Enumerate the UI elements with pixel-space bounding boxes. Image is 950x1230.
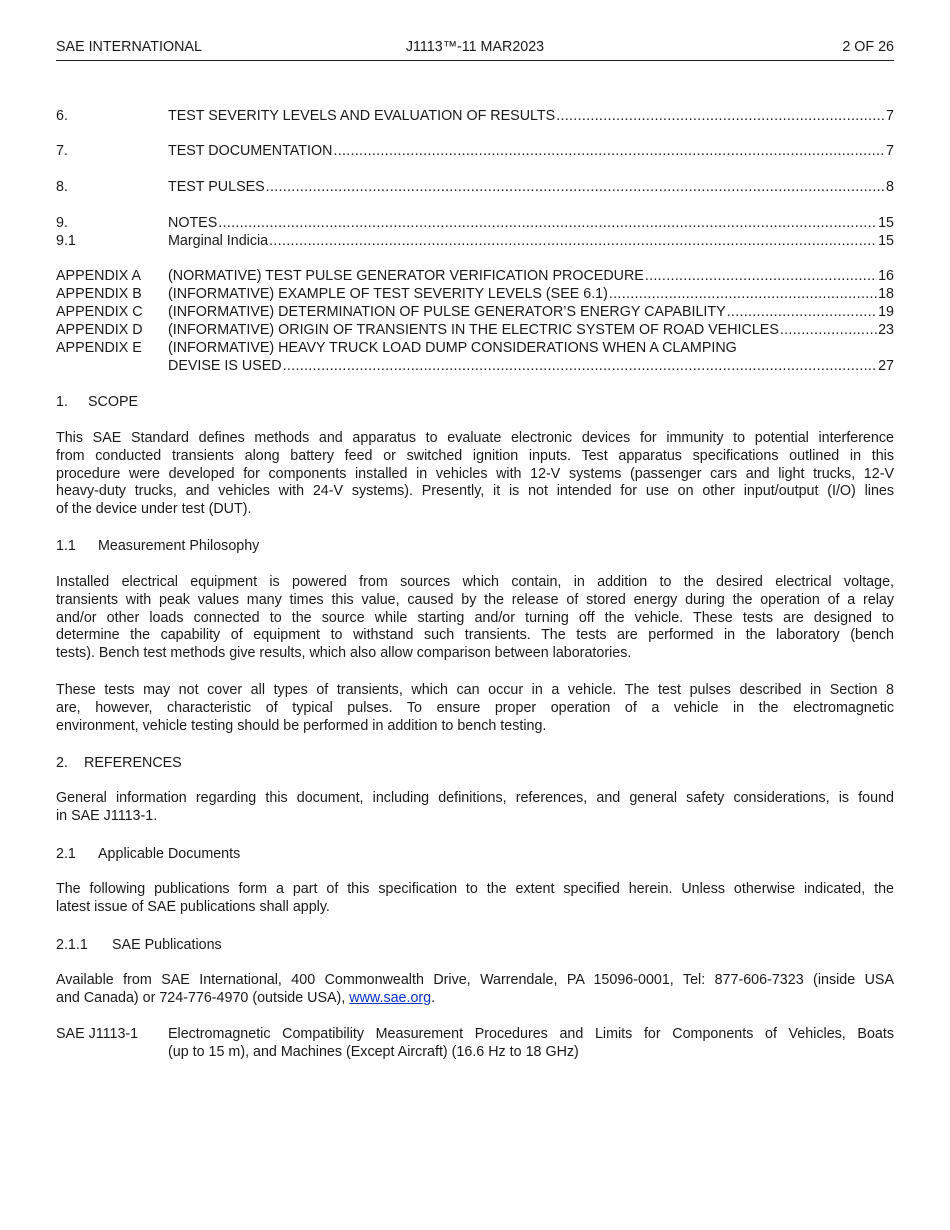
toc-page: 15 <box>878 215 894 231</box>
toc-leader <box>266 178 885 196</box>
text-line: are, however, characteristic of typical pulses. To ensure proper operation of a vehicle in the electromagnetic <box>56 699 894 716</box>
header-page-number: 2 OF 26 <box>842 39 894 55</box>
section-number: 1. <box>56 394 68 410</box>
text-line: in SAE J1113-1. <box>56 807 158 824</box>
page-header <box>56 38 894 61</box>
toc-title: (NORMATIVE) TEST PULSE GENERATOR VERIFICATION PROCEDURE <box>168 268 644 284</box>
toc-entry-appendix-c[interactable] <box>56 303 894 321</box>
toc-page: 23 <box>878 322 894 338</box>
reference-description <box>168 1026 894 1062</box>
toc-number: 9. <box>56 215 68 231</box>
toc-title: NOTES <box>168 215 218 231</box>
toc-page: 15 <box>878 233 894 249</box>
paragraph-references <box>56 790 894 826</box>
paragraph-sae-publications <box>56 972 894 1008</box>
section-title: REFERENCES <box>84 755 182 771</box>
section-title: SCOPE <box>88 394 139 410</box>
toc-entry[interactable] <box>56 142 894 160</box>
header-document-id: J1113™-11 MAR2023 <box>405 39 545 55</box>
toc-title: (INFORMATIVE) DETERMINATION OF PULSE GENERATOR’S ENERGY CAPABILITY <box>168 304 726 320</box>
section-title: Applicable Documents <box>98 846 241 862</box>
text-line: environment, vehicle testing should be performed in addition to bench testing. <box>56 717 547 734</box>
text-line: latest issue of SAE publications shall apply. <box>56 898 330 915</box>
toc-leader <box>283 357 877 375</box>
text-line: and/or other loads connected to the source while starting and/or turning off the vehicle. These tests are designed to <box>56 609 894 626</box>
text-line: from conducted transients along battery feed or switched ignition inputs. Test apparatus specifications outlined in this <box>56 447 894 464</box>
paragraph-measurement-2 <box>56 682 894 735</box>
text-line: procedure were developed for components installed in vehicles with 12-V systems (passenger cars and light trucks, 12-V <box>56 465 894 482</box>
toc-title: (INFORMATIVE) ORIGIN OF TRANSIENTS IN THE ELECTRIC SYSTEM OF ROAD VEHICLES <box>168 322 779 338</box>
toc-number-spacer <box>56 357 168 375</box>
toc-page: 27 <box>878 358 894 374</box>
toc-page: 19 <box>878 304 894 320</box>
text-line: The following publications form a part of this specification to the extent specified herein. Unless otherwise indicated, the <box>56 881 894 897</box>
text-line: Electromagnetic Compatibility Measurement Procedures and Limits for Components of Vehicles, Boats <box>168 1026 894 1042</box>
toc-entry[interactable] <box>56 214 894 232</box>
toc-entry-appendix-a[interactable] <box>56 267 894 285</box>
section-heading-scope <box>56 393 138 411</box>
toc-title: (INFORMATIVE) EXAMPLE OF TEST SEVERITY LEVELS (SEE 6.1) <box>168 286 608 302</box>
header-organization: SAE INTERNATIONAL <box>56 39 202 55</box>
text-line <box>56 990 894 1008</box>
text-line: of the device under test (DUT). <box>56 501 252 518</box>
section-title: Measurement Philosophy <box>98 538 260 554</box>
toc-number: APPENDIX C <box>56 304 143 320</box>
toc-page: 18 <box>878 286 894 302</box>
toc-title-continued: DEVISE IS USED <box>168 358 282 374</box>
paragraph-applicable <box>56 881 894 917</box>
section-heading-references <box>56 754 182 772</box>
text-fragment: . <box>431 989 436 1006</box>
section-heading-measurement-philosophy <box>56 537 259 555</box>
toc-page: 16 <box>878 268 894 284</box>
toc-leader <box>333 142 885 160</box>
toc-entry-appendix-e[interactable] <box>56 339 894 357</box>
text-line: Available from SAE International, 400 Commonwealth Drive, Warrendale, PA 15096-0001, Tel: 877-606-7323 (inside USA <box>56 972 894 988</box>
toc-leader <box>780 321 877 339</box>
toc-number: APPENDIX D <box>56 322 143 338</box>
reference-id: SAE J1113-1 <box>56 1026 139 1042</box>
toc-number: 8. <box>56 179 68 195</box>
toc-number: 9.1 <box>56 233 76 249</box>
section-number: 2. <box>56 755 68 771</box>
toc-entry-appendix-d[interactable] <box>56 321 894 339</box>
text-line: (up to 15 m), and Machines (Except Aircraft) (16.6 Hz to 18 GHz) <box>168 1043 579 1060</box>
toc-number: APPENDIX B <box>56 286 142 302</box>
toc-page: 7 <box>886 143 894 159</box>
toc-entry[interactable] <box>56 107 894 125</box>
text-line: heavy-duty trucks, and vehicles with 24-V systems). Presently, it is not intended for use on other input/output (I/O) lines <box>56 483 894 500</box>
text-line: determine the capability of equipment to withstand such transients. The tests are performed in the laboratory (bench <box>56 627 894 644</box>
toc-leader <box>645 267 877 285</box>
toc-number: APPENDIX A <box>56 268 142 284</box>
section-number: 2.1.1 <box>56 937 88 953</box>
toc-leader <box>556 107 885 125</box>
paragraph-scope <box>56 430 894 519</box>
section-title: SAE Publications <box>112 937 222 953</box>
text-line: transients with peak values many times this value, caused by the release of stored energy during the operation of a relay <box>56 591 894 608</box>
text-fragment: and Canada) or 724-776-4970 (outside USA), <box>56 989 350 1006</box>
text-line: tests). Bench test methods give results, which also allow comparison between laboratories. <box>56 645 632 662</box>
toc-title: TEST PULSES <box>168 179 265 195</box>
toc-entry[interactable] <box>56 178 894 196</box>
toc-leader <box>269 232 877 250</box>
toc-title: (INFORMATIVE) HEAVY TRUCK LOAD DUMP CONSIDERATIONS WHEN A CLAMPING <box>168 340 737 356</box>
section-heading-sae-publications <box>56 936 222 954</box>
text-line: This SAE Standard defines methods and apparatus to evaluate electronic devices for immunity to potential interference <box>56 430 894 446</box>
toc-number: 7. <box>56 143 68 159</box>
toc-leader <box>218 214 877 232</box>
toc-title: Marginal Indicia <box>168 233 269 249</box>
toc-page: 8 <box>886 179 894 195</box>
toc-title: TEST DOCUMENTATION <box>168 143 333 159</box>
section-number: 1.1 <box>56 538 76 554</box>
text-line: Installed electrical equipment is powered from sources which contain, in addition to the desired electrical voltage, <box>56 574 894 590</box>
toc-leader <box>727 303 877 321</box>
toc-entry[interactable] <box>56 232 894 250</box>
sae-website-link[interactable]: www.sae.org <box>349 989 432 1006</box>
paragraph-measurement-1 <box>56 574 894 663</box>
section-number: 2.1 <box>56 846 76 862</box>
toc-leader <box>609 285 877 303</box>
toc-entry-appendix-e-cont[interactable] <box>56 357 894 375</box>
toc-page: 7 <box>886 108 894 124</box>
toc-title: TEST SEVERITY LEVELS AND EVALUATION OF RESULTS <box>168 108 556 124</box>
section-heading-applicable-documents <box>56 845 240 863</box>
toc-number: 6. <box>56 108 68 124</box>
text-line: These tests may not cover all types of transients, which can occur in a vehicle. The test pulses described in Section 8 <box>56 682 894 698</box>
toc-number: APPENDIX E <box>56 340 142 356</box>
text-line: General information regarding this document, including definitions, references, and general safety considerations, is found <box>56 790 894 806</box>
toc-entry-appendix-b[interactable] <box>56 285 894 303</box>
